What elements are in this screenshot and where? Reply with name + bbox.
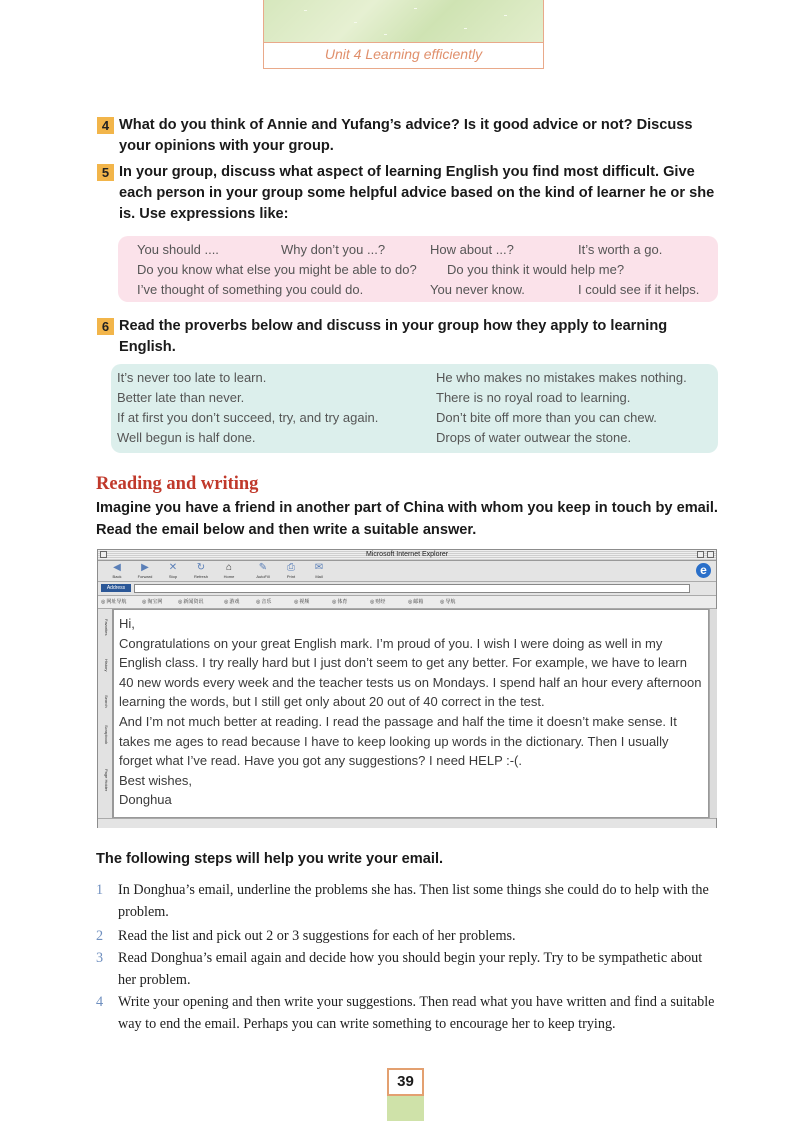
expression: It’s worth a go. [578,242,663,257]
link-item[interactable]: ◎ 新闻资讯 [178,598,203,606]
window-title: Microsoft Internet Explorer [365,551,449,558]
expression: I could see if it helps. [578,282,700,297]
browser-toolbar [98,561,716,582]
stop-button[interactable]: ✕ Stop [160,562,186,579]
link-item[interactable]: ◎ 游戏 [224,598,239,606]
step-item [96,991,716,1035]
header-divider [264,42,543,43]
link-item[interactable]: ◎ 邮箱 [408,598,423,606]
step-number: 2 [96,928,104,944]
expression: Do you know what else you might be able to do? [137,262,417,277]
step-text: Write your opening and then write your suggestions. Then read what you have written and find a suitable way to end the email. Perhaps you can write something to encourage her to keep trying. [118,994,715,1032]
print-icon: ⎙ [287,562,295,573]
refresh-button[interactable]: ↻ Refresh [188,562,214,579]
page-number: 39 [387,1068,424,1096]
forward-button[interactable]: ▶ Forward [132,562,158,579]
steps-heading: The following steps will help you write your email. [96,851,444,867]
forward-icon: ▶ [141,562,149,573]
side-tab-favorites[interactable]: Favorites [104,619,109,636]
task-number-badge: 6 [97,318,114,335]
email-paragraph: And I’m not much better at reading. I read the passage and half the time it doesn’t make sense. It takes me ages to read because I have to keep looking up words in the dictionary. Then I usually forget what I’ve read. Have you got any suggestions? I need HELP :-(. [119,713,677,769]
step-number: 1 [96,882,104,898]
proverb: Well begun is half done. [117,430,256,445]
explorer-side-panel [98,609,113,818]
link-item[interactable]: ◎ 淘宝网 [142,598,162,606]
browser-window [97,549,717,828]
task-number-badge: 4 [97,117,114,134]
side-tab-scrapbook[interactable]: Scrapbook [104,725,109,745]
task-number-badge: 5 [97,164,114,181]
proverb: If at first you don’t succeed, try, and try again. [117,410,379,425]
links-bar [98,596,716,609]
step-text: Read the list and pick out 2 or 3 suggestions for each of her problems. [118,928,516,944]
email-content-area [113,609,709,818]
expression: You should .... [137,242,219,257]
back-button[interactable]: ◀ Back [104,562,130,579]
section-title: Reading and writing [96,474,259,494]
link-item[interactable]: ◎ 网址导航 [101,598,126,606]
email-greeting: Hi, [119,616,135,631]
email-signature: Donghua [119,792,172,808]
task-text: In your group, discuss what aspect of learning English you find most difficult. Give each person in your group some helpful advice based on the kind of learner he or she is. Use expressions like: [119,164,715,222]
autofill-button[interactable]: ✎ AutoFill [250,562,276,579]
task-6 [97,316,727,358]
task-text: Read the proverbs below and discuss in your group how they apply to learning English. [119,318,668,355]
link-item[interactable]: ◎ 音乐 [256,598,271,606]
collapse-box[interactable] [707,551,714,558]
email-body [119,614,704,810]
print-button[interactable]: ⎙ Print [278,562,304,579]
link-item[interactable]: ◎ 体育 [332,598,347,606]
link-item[interactable]: ◎ 财经 [370,598,385,606]
email-closing: Best wishes, [119,772,192,788]
address-label: Address [101,584,131,592]
expression: Do you think it would help me? [447,262,625,277]
address-bar [98,582,716,596]
expression: Why don’t you ...? [281,242,386,257]
status-bar [98,818,716,828]
proverb: Better late than never. [117,390,245,405]
section-intro: Imagine you have a friend in another part of China with whom you keep in touch by email. Read the email below and then write a suitable answer. [96,500,718,538]
expression: I’ve thought of something you could do. [137,282,364,297]
home-button[interactable]: ⌂ Home [216,562,242,579]
proverb: He who makes no mistakes makes nothing. [436,370,687,385]
stop-icon: ✕ [168,562,178,573]
proverb: There is no royal road to learning. [436,390,631,405]
step-number: 4 [96,994,104,1010]
task-4 [97,115,727,157]
proverbs-box [111,364,718,453]
link-item[interactable]: ◎ 视频 [294,598,309,606]
address-input[interactable] [134,584,690,593]
vertical-scrollbar[interactable] [709,609,717,818]
step-item [96,879,716,923]
side-tab-page-holder[interactable]: Page Holder [104,769,109,792]
side-tab-history[interactable]: History [104,659,109,672]
expression: How about ...? [430,242,514,257]
home-icon: ⌂ [225,562,233,573]
step-number: 3 [96,950,104,966]
unit-header [263,0,544,69]
header-pattern [264,0,543,42]
email-paragraph: Congratulations on your great English mark. I’m proud of you. I wish I were doing as well in my English class. I try really hard but I just don’t seem to get any better. For example, we have to learn 40 new words every week and the teacher tests us on Mondays. I spend half an hour every afternoon learning the words, but I still get only about 20 out of 40 correct in the test. [119,635,702,710]
browser-titlebar [98,550,716,561]
link-item[interactable]: ◎ 导航 [440,598,455,606]
side-tab-search[interactable]: Search [104,695,109,708]
proverb: It’s never too late to learn. [117,370,267,385]
ie-logo-icon: e [696,563,711,578]
task-text: What do you think of Annie and Yufang’s advice? Is it good advice or not? Discuss your opinions with your group. [119,117,693,154]
proverb: Don’t bite off more than you can chew. [436,410,657,425]
zoom-box[interactable] [697,551,704,558]
back-icon: ◀ [113,562,121,573]
step-text: In Donghua’s email, underline the problems she has. Then list some things she could do to help with the problem. [118,882,709,920]
step-item [96,947,716,991]
expressions-box [118,236,718,302]
step-text: Read Donghua’s email again and decide how you should begin your reply. Try to be sympathetic about her problem. [118,950,703,988]
task-5 [97,162,727,225]
step-item [96,925,716,947]
mail-button[interactable]: ✉ Mail [306,562,332,579]
expression: You never know. [430,282,525,297]
unit-title: Unit 4 Learning efficiently [324,46,483,62]
proverb: Drops of water outwear the stone. [436,430,632,445]
mail-icon: ✉ [314,562,324,573]
refresh-icon: ↻ [196,562,206,573]
autofill-icon: ✎ [258,562,268,573]
